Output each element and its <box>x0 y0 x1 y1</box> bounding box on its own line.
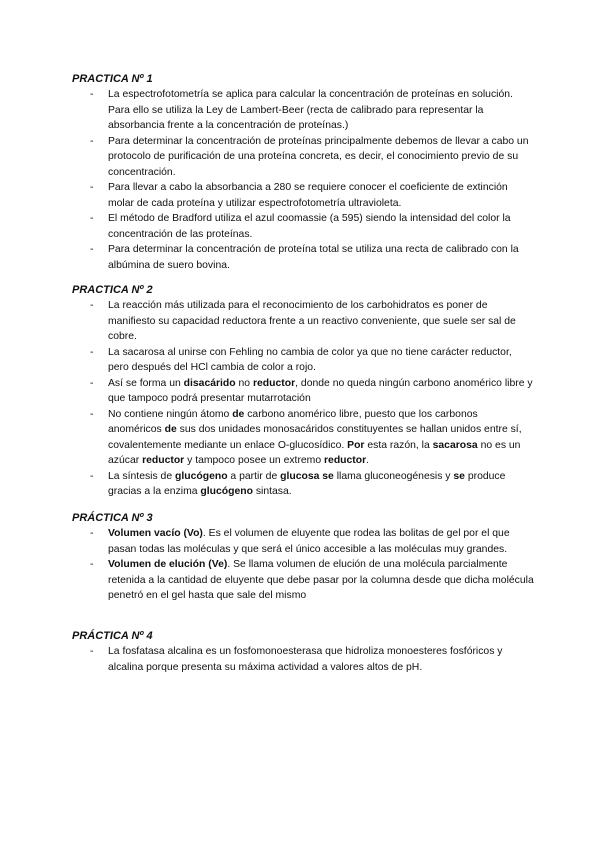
list-item <box>72 345 534 376</box>
text-run: Para determinar la concentración de proteínas principalmente debemos de llevar a cabo un protocolo de purificación de una proteína concreta, es decir, el conocimiento previo de su concentración. <box>108 135 529 178</box>
bullet-list <box>72 87 534 273</box>
bullet-dash: - <box>90 346 94 358</box>
text-run: sintasa. <box>252 486 292 497</box>
text-run: La síntesis de <box>108 470 176 482</box>
bullet-list <box>72 644 534 675</box>
text-run: a partir de <box>227 470 281 482</box>
list-item <box>72 242 534 273</box>
bullet-dash: - <box>90 89 94 100</box>
text-run: , donde no queda ningún carbono anomérico libre y que tampoco podrá presentar mutarrotación <box>108 377 533 404</box>
text-run: . <box>366 455 370 466</box>
text-run: carbono anomérico libre, puesto que los carbonos anoméricos <box>108 408 478 435</box>
bold-text: reductor <box>252 377 296 389</box>
bold-text: Volumen vacío (Vo) <box>108 528 203 539</box>
bullet-dash: - <box>90 135 94 147</box>
text-run: no <box>235 377 253 389</box>
bold-text: reductor <box>324 455 367 466</box>
section-heading: PRACTICA Nº 1 <box>72 73 153 85</box>
text-run: Para llevar a cabo la absorbancia a 280 se requiere conocer el coeficiente de extinción molar de cada proteína y utilizar espectrofotometría ultravioleta. <box>108 182 508 209</box>
list-item <box>72 557 534 604</box>
bold-text: glucógeno <box>200 486 253 497</box>
section-heading: PRÁCTICA Nº 4 <box>72 630 153 642</box>
bold-text: sacarosa <box>432 439 478 451</box>
list-item <box>72 526 534 557</box>
bullet-dash: - <box>90 559 94 570</box>
text-run: Para determinar la concentración de proteína total se utiliza una recta de calibrado con la albúmina de suero bovina. <box>108 244 519 271</box>
bullet-list <box>72 298 534 500</box>
bullet-dash: - <box>90 646 94 657</box>
bold-text: glucógeno <box>175 470 228 482</box>
section-heading: PRÁCTICA Nº 3 <box>72 512 153 524</box>
text-run: y tampoco posee un extremo <box>184 455 325 466</box>
bullet-dash: - <box>90 528 94 539</box>
list-item <box>72 469 534 500</box>
text-run: La espectrofotometría se aplica para calcular la concentración de proteínas en solución. Para ello se utiliza la Ley de Lambert-Beer (recta de calibrado para representar la absorbancia frente a la concentración de proteínas.) <box>108 89 513 131</box>
text-run: La sacarosa al unirse con Fehling no cambia de color ya que no tiene carácter reductor, pero después del HCl cambia de color a rojo. <box>108 346 512 373</box>
bold-text: de <box>232 408 245 420</box>
text-run: produce gracias a la enzima <box>108 470 506 497</box>
bold-text: de <box>164 424 177 435</box>
text-run: Así se forma un <box>108 377 184 389</box>
list-item <box>72 407 534 469</box>
text-run: El método de Bradford utiliza el azul coomassie (a 595) siendo la intensidad del color la concentración de las proteínas. <box>108 213 511 240</box>
bullet-list <box>72 526 534 604</box>
list-item <box>72 376 534 407</box>
list-item <box>72 87 534 134</box>
bullet-dash: - <box>90 300 94 311</box>
bold-text: Por <box>347 439 365 451</box>
bullet-dash: - <box>90 377 94 389</box>
text-run: . Es el volumen de eluyente que rodea las bolitas de gel por el que pasan todas las moléculas y que será el único accesible a las moléculas muy grandes. <box>108 528 510 555</box>
bullet-dash: - <box>90 408 94 420</box>
bold-text: Volumen de elución (Ve) <box>108 559 228 570</box>
list-item <box>72 211 534 242</box>
text-run: sus dos unidades monosacáridos constituyentes se hallan unidos entre sí, covalentemente mediante un enlace O-glucosídico. <box>108 424 522 451</box>
list-item <box>72 180 534 211</box>
text-run: La reacción más utilizada para el reconocimiento de los carbohidratos es poner de manifiesto su capacidad reductora frente a un reactivo conveniente, que suele ser sal de cobre. <box>108 300 516 342</box>
section-heading: PRACTICA Nº 2 <box>72 284 153 296</box>
bold-text: reductor <box>142 455 185 466</box>
text-run: llama gluconeogénesis y <box>333 470 454 482</box>
text-run: La fosfatasa alcalina es un fosfomonoesterasa que hidroliza monoesteres fosfóricos y alcalina porque presenta su máxima actividad a valores altos de pH. <box>108 646 503 673</box>
bullet-dash: - <box>90 470 94 482</box>
bullet-dash: - <box>90 213 94 224</box>
bold-text: se <box>453 470 465 482</box>
bullet-dash: - <box>90 182 94 193</box>
list-item <box>72 298 534 345</box>
text-run: no es un azúcar <box>108 439 521 466</box>
bullet-dash: - <box>90 244 94 255</box>
list-item <box>72 644 534 675</box>
text-run: . Se llama volumen de elución de una molécula parcialmente retenida a la cantidad de eluyente que debe pasar por la columna desde que dicha molécula penetró en el gel hasta que sale del mismo <box>108 559 534 601</box>
bold-text: disacárido <box>183 377 236 389</box>
text-run: esta razón, la <box>364 439 433 451</box>
text-run: No contiene ningún átomo <box>108 408 233 420</box>
list-item <box>72 134 534 181</box>
bold-text: glucosa se <box>280 470 334 482</box>
